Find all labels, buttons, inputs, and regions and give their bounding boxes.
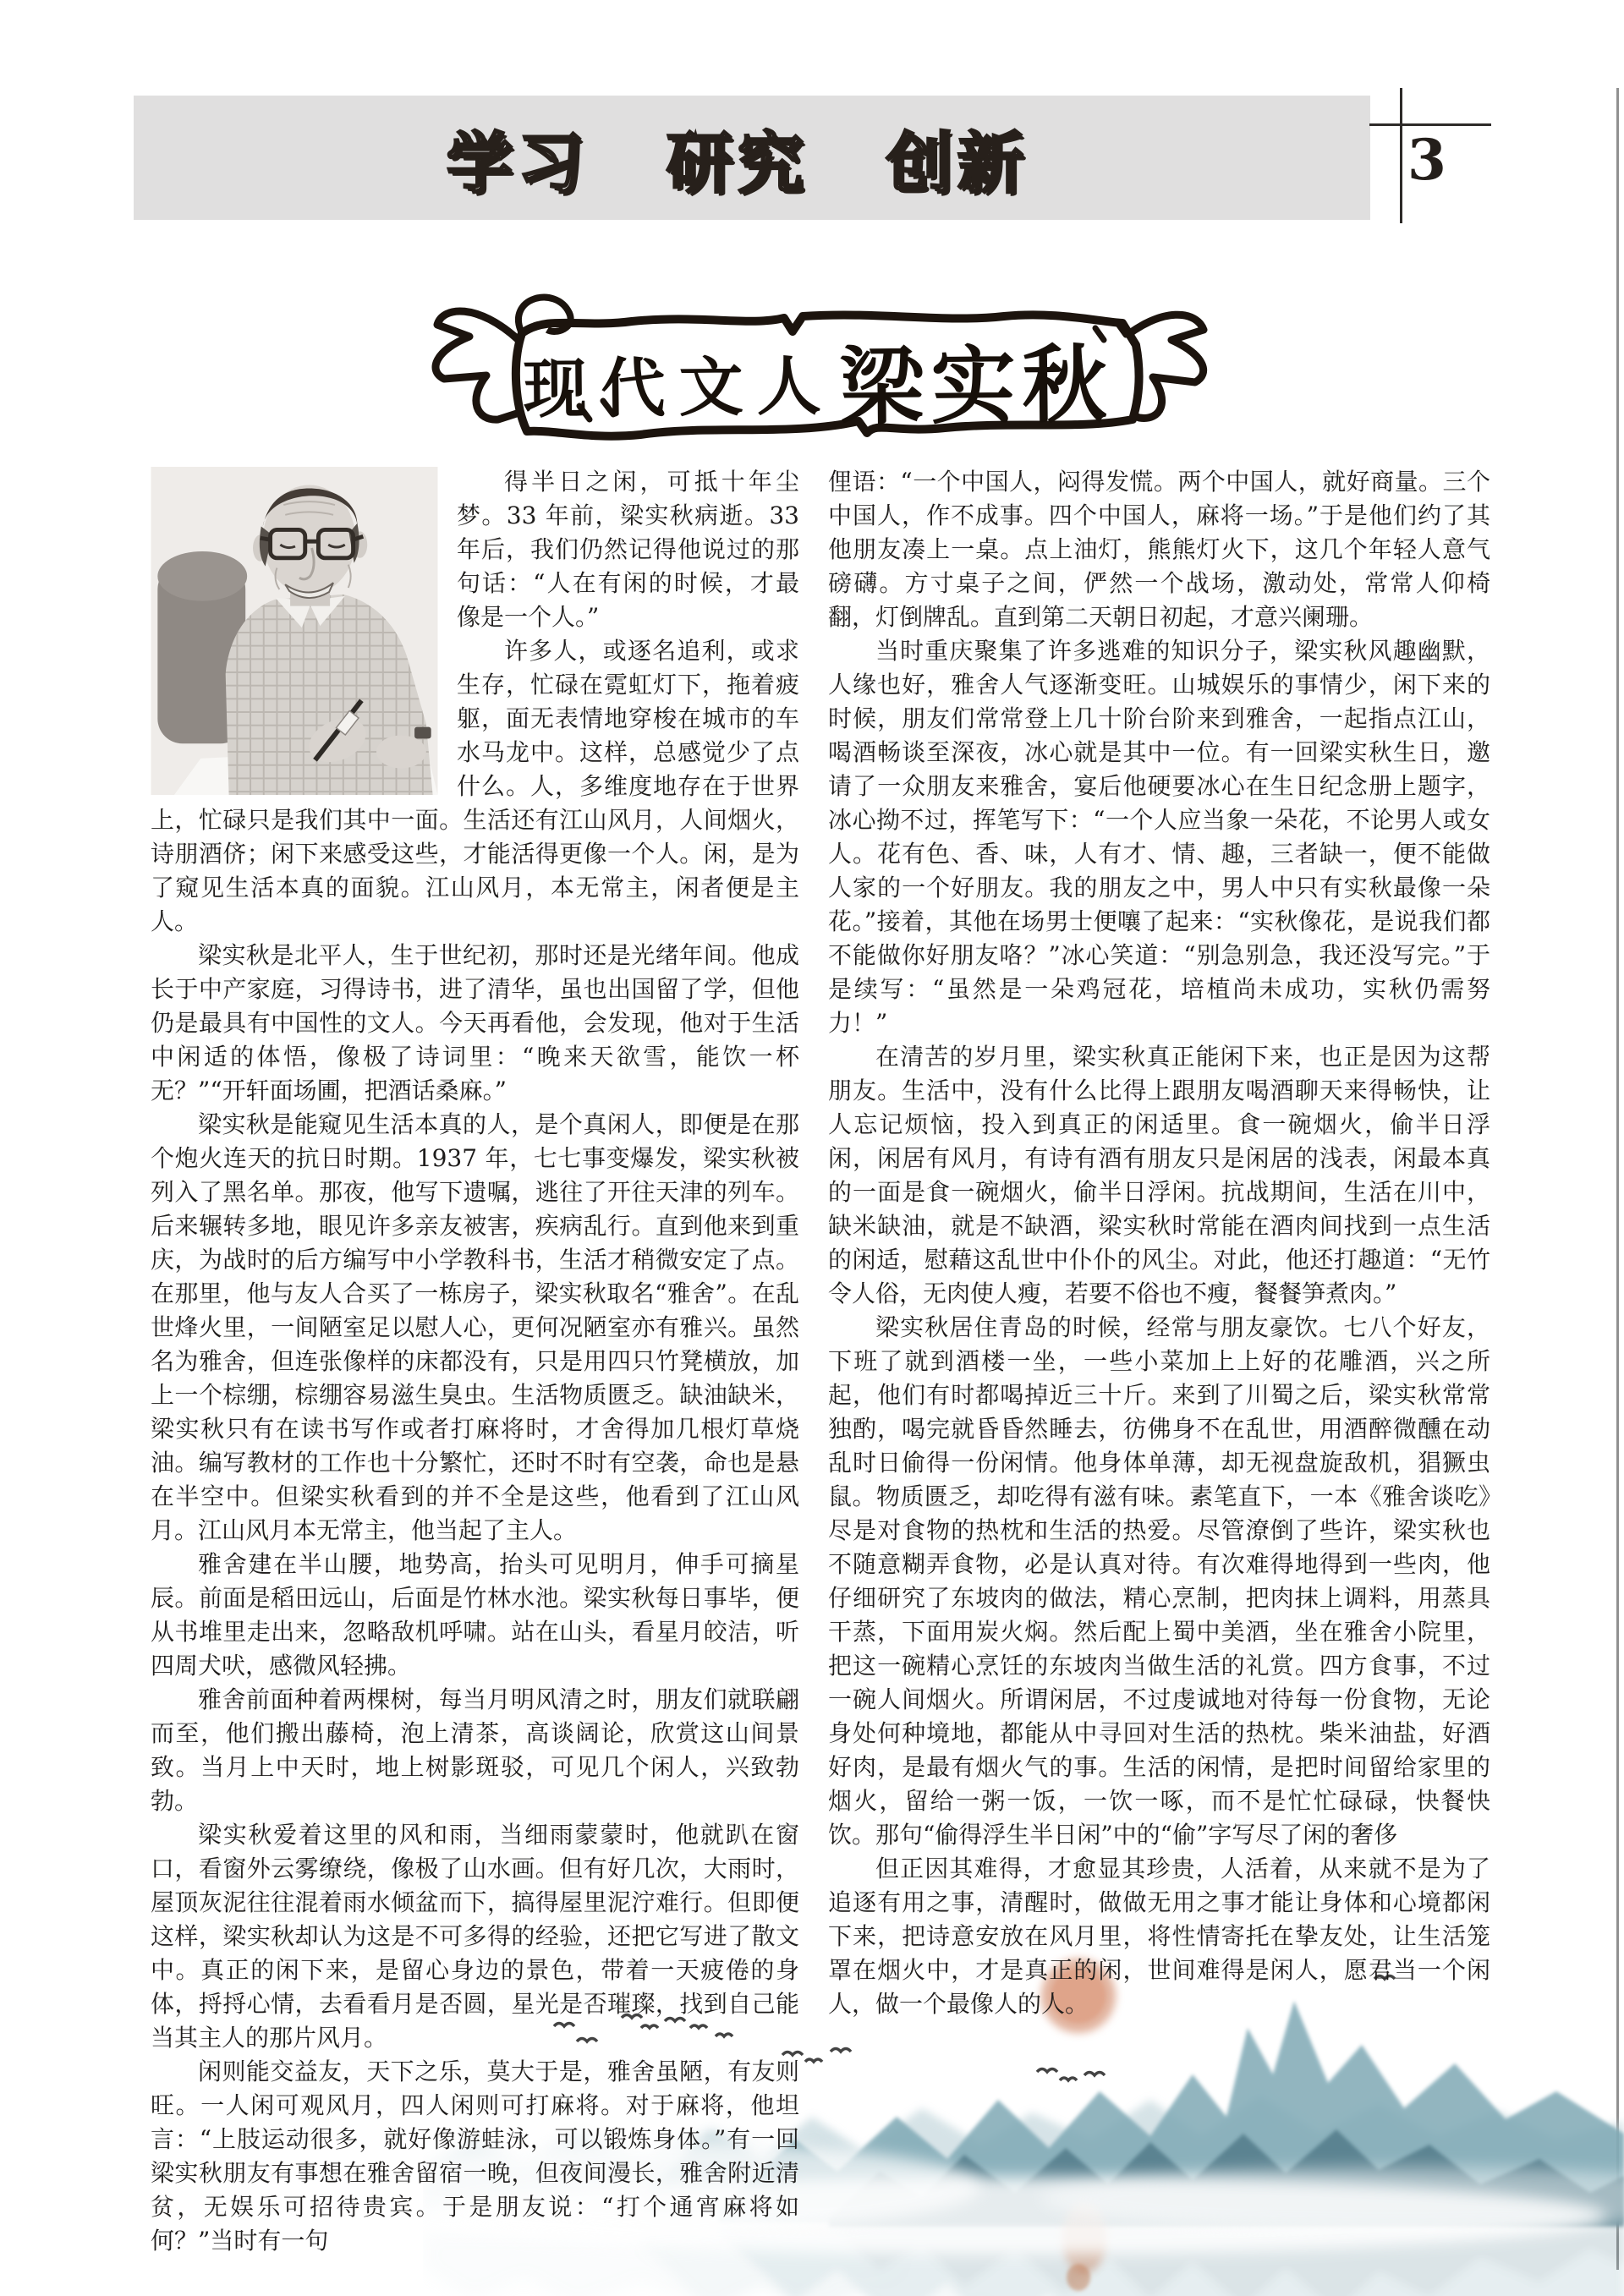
right-paragraph-list	[828, 465, 1490, 2021]
header-slogan	[447, 96, 1029, 220]
crop-mark-horizontal	[1369, 123, 1491, 126]
article-paragraph: 得半日之闲，可抵十年尘梦。33 年前，梁实秋病逝。33 年后，我们仍然记得他说过的那句话：“人在有闲的时候，才最像是一个人。”	[457, 468, 799, 631]
slogan-word-research: 研究	[667, 125, 809, 202]
page-number: 3	[1407, 127, 1446, 193]
slogan-word-study: 学习	[447, 125, 590, 202]
article-column-right	[828, 465, 1490, 2021]
article-paragraph: 许多人，或逐名追利，或求生存，忙碌在霓虹灯下，拖着疲躯，面无表情地穿梭在城市的车水马龙中。这样，总感觉少了点什么。人，多维度地存在于世界上，忙碌只是我们其中一面。生活还有江山风月，人间烟火，诗朋酒侪；闲下来感受这些，才能活得更像一个人。闲，是为了窥见生活本真的面貌。江山风月，本无常主，闲者便是主人。	[151, 637, 799, 935]
article-title	[418, 317, 1218, 444]
article-paragraph: 梁实秋是能窥见生活本真的人，是个真闲人，即便是在那个炮火连天的抗日时期。1937 年，七七事变爆发，梁实秋被列入了黑名单。那夜，他写下遗嘱，逃往了开往天津的列车。后来辗转多地，眼见许多亲友被害，疾病乱行。直到他来到重庆，为战时的后方编写中小学教科书，生活才稍微安定了点。在那里，他与友人合买了一栋房子，梁实秋取名“雅舍”。在乱世烽火里，一间陋室足以慰人心，更何况陋室亦有雅兴。虽然名为雅舍，但连张像样的床都没有，只是用四只竹凳横放，加上一个棕绷，棕绷容易滋生臭虫。生活物质匮乏。缺油缺米，梁实秋只有在读书写作或者打麻将时，才舍得加几根灯草烧油。编写教材的工作也十分繁忙，还时不时有空袭，命也是悬在半空中。但梁实秋看到的并不全是这些，他看到了江山风月。江山风月本无常主，他当起了主人。	[151, 1110, 799, 1544]
article-paragraph: 闲则能交益友，天下之乐，莫大于是，雅舍虽陋，有友则旺。一人闲可观风月，四人闲则可打麻将。对于麻将，他坦言：“上肢运动很多，就好像游蛙泳，可以锻炼身体。”有一回梁实秋朋友有事想在雅舍留宿一晚，但夜间漫长，雅舍附近清贫，无娱乐可招待贵宾。于是朋友说：“打个通宵麻将如何？”当时有一句	[151, 2058, 799, 2255]
article-column-left	[151, 465, 799, 2258]
article-paragraph: 但正因其难得，才愈显其珍贵，人活着，从来就不是为了追逐有用之事，清醒时，做做无用之事才能让身体和心境都闲下来，把诗意安放在风月里，将性情寄托在挚友处，让生活笼罩在烟火中，才是真正的闲，世间难得是闲人，愿君当一个闲人，做一个最像人的人。	[828, 1855, 1490, 2018]
title-name: 梁实秋	[838, 334, 1115, 437]
article-paragraph: 梁实秋是北平人，生于世纪初，那时还是光绪年间。他成长于中产家庭，习得诗书，进了清华，虽也出国留了学，但他仍是最具有中国性的文人。今天再看他，会发现，他对于生活中闲适的体悟，像极了诗词里：“晚来天欲雪，能饮一杯无？”“开轩面场圃，把酒话桑麻。”	[151, 941, 799, 1104]
header-banner	[134, 96, 1370, 220]
title-prefix: 现代文人	[523, 348, 836, 427]
article-paragraph: 在清苦的岁月里，梁实秋真正能闲下来，也正是因为这帮朋友。生活中，没有什么比得上跟朋友喝酒聊天来得畅快，让人忘记烦恼，投入到真正的闲适里。食一碗烟火，偷半日浮闲，闲居有风月，有诗有酒有朋友只是闲居的浅表，闲最本真的一面是食一碗烟火，偷半日浮闲。抗战期间，生活在川中，缺米缺油，就是不缺酒，梁实秋时常能在酒肉间找到一点生活的闲适，慰藉这乱世中仆仆的风尘。对此，他还打趣道：“无竹令人俗，无肉使人瘦，若要不俗也不瘦，餐餐笋煮肉。”	[828, 1043, 1490, 1307]
article-paragraph: 梁实秋居住青岛的时候，经常与朋友豪饮。七八个好友，下班了就到酒楼一坐，一些小菜加上上好的花雕酒，兴之所起，他们有时都喝掉近三十斤。来到了川蜀之后，梁实秋常常独酌，喝完就昏昏然睡去，彷佛身不在乱世，用酒醉微醺在动乱时日偷得一份闲情。他身体单薄，却无视盘旋敌机，猖獗虫鼠。物质匮乏，却吃得有滋有味。素笔直下，一本《雅舍谈吃》尽是对食物的热枕和生活的热爱。尽管潦倒了些许，梁实秋也不随意糊弄食物，必是认真对待。有次难得地得到一些肉，他仔细研究了东坡肉的做法，精心烹制，把肉抹上调料，用蒸具干蒸，下面用炭火焖。然后配上蜀中美酒，坐在雅舍小院里，把这一碗精心烹饪的东坡肉当做生活的礼赏。四方食事，不过一碗人间烟火。所谓闲居，不过虔诚地对待每一份食物，无论身处何种境地，都能从中寻回对生活的热枕。柴米油盐，好酒好肉，是最有烟火气的事。生活的闲情，是把时间留给家里的烟火，留给一粥一饭，一饮一啄，而不是忙忙碌碌，快餐快饮。那句“偷得浮生半日闲”中的“偷”字写尽了闲的奢侈	[828, 1313, 1490, 1849]
article-paragraph: 雅舍建在半山腰，地势高，抬头可见明月，伸手可摘星辰。前面是稻田远山，后面是竹林水池。梁实秋每日事毕，便从书堆里走出来，忽略敌机呼啸。站在山头，看星月皎洁，听四周犬吠，感微风轻拂。	[151, 1550, 799, 1680]
liang-shiqiu-photo	[151, 467, 438, 795]
article-paragraph: 雅舍前面种着两棵树，每当月明风清之时，朋友们就联翩而至，他们搬出藤椅，泡上清茶，高谈阔论，欣赏这山间景致。当月上中天时，地上树影斑驳，可见几个闲人，兴致勃勃。	[151, 1685, 799, 1815]
crop-mark-vertical	[1400, 88, 1402, 223]
slogan-word-innovate: 创新	[886, 125, 1029, 202]
article-paragraph: 俚语：“一个中国人，闷得发慌。两个中国人，就好商量。三个中国人，作不成事。四个中国人，麻将一场。”于是他们约了其他朋友凑上一桌。点上油灯，熊熊灯火下，这几个年轻人意气磅礴。方寸桌子之间，俨然一个战场，激动处，常常人仰椅翻，灯倒牌乱。直到第二天朝日初起，才意兴阑珊。	[828, 468, 1490, 631]
article-paragraph: 当时重庆聚集了许多逃难的知识分子，梁实秋风趣幽默，人缘也好，雅舍人气逐渐变旺。山城娱乐的事情少，闲下来的时候，朋友们常常登上几十阶台阶来到雅舍，一起指点江山，喝酒畅谈至深夜，冰心就是其中一位。有一回梁实秋生日，邀请了一众朋友来雅舍，宴后他硬要冰心在生日纪念册上题字，冰心拗不过，挥笔写下：“一个人应当象一朵花，不论男人或女人。花有色、香、味，人有才、情、趣，三者缺一，便不能做人家的一个好朋友。我的朋友之中，男人中只有实秋最像一朵花。”接着，其他在场男士便嚷了起来：“实秋像花，是说我们都不能做你好朋友咯？”冰心笑道：“别急别急，我还没写完。”于是续写：“虽然是一朵鸡冠花，培植尚未成功，实秋仍需努力！”	[828, 637, 1490, 1037]
title-ribbon	[419, 277, 1218, 462]
article-paragraph: 梁实秋爱着这里的风和雨，当细雨蒙蒙时，他就趴在窗口，看窗外云雾缭绕，像极了山水画。但有好几次，大雨时，屋顶灰泥往往混着雨水倾盆而下，搞得屋里泥泞难行。但即便这样，梁实秋却认为这是不可多得的经验，还把它写进了散文中。真正的闲下来，是留心身边的景色，带着一天疲倦的身体，捋捋心情，去看看月是否圆，星光是否璀璨，找到自己能当其主人的那片风月。	[151, 1821, 799, 2052]
